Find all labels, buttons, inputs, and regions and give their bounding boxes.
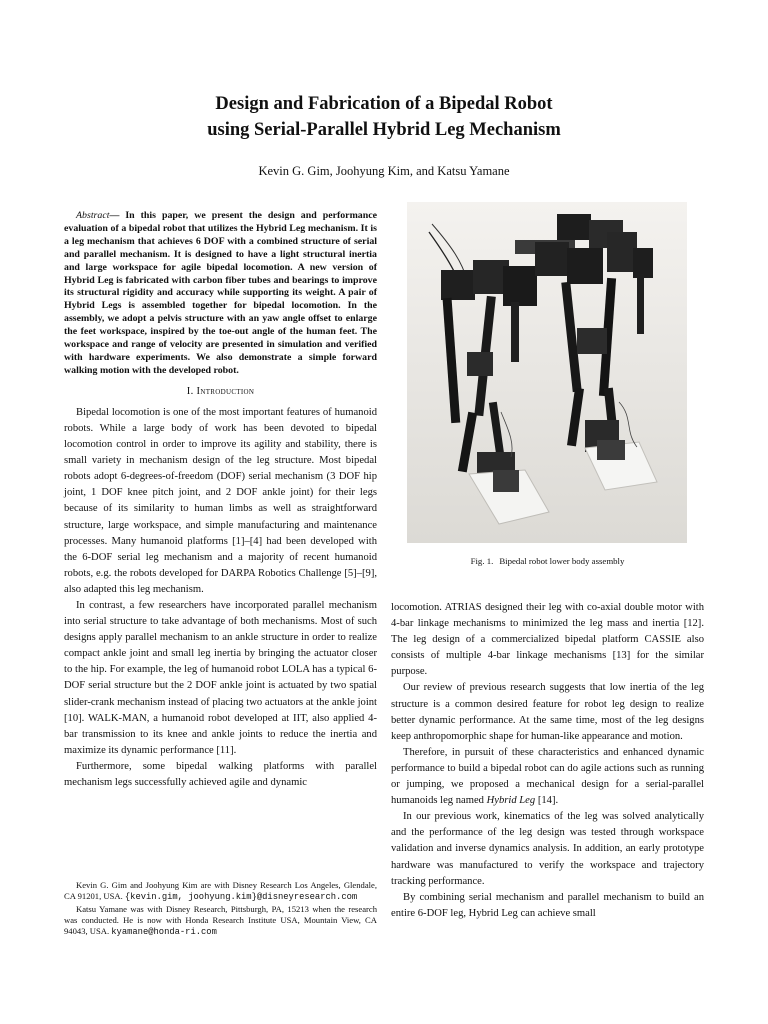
footnote-2-text: Katsu Yamane was with Disney Research, Pittsburgh, PA, 15213 when the research was conducted. He is now with Honda Research Institute USA, Mountain View, CA 94043, USA. (64, 903, 377, 937)
right-paragraph-2 (391, 745, 704, 809)
hybrid-leg-term: Hybrid Leg (486, 795, 536, 807)
figure-label: Fig. 1. (470, 556, 494, 566)
left-column (64, 210, 377, 791)
section-heading-introduction: I. Introduction (186, 385, 255, 397)
title-line-1: Design and Fabrication of a Bipedal Robot (215, 94, 553, 114)
footnote-affiliation-1 (64, 880, 377, 904)
author-list: Kevin G. Gim, Joohyung Kim, and Katsu Yamane (258, 164, 510, 178)
footnote-1-text: Kevin G. Gim and Joohyung Kim are with Disney Research Los Angeles, Glendale, CA 91201, USA. (64, 880, 377, 902)
figure-caption-text: Bipedal robot lower body assembly (499, 556, 625, 566)
footnote-1-email: {kevin.gim, joohyung.kim}@disneyresearch.com (124, 892, 358, 903)
hybrid-leg-citation: [14]. (535, 795, 559, 807)
right-paragraph-3: In our previous work, kinematics of the leg was solved analytically and the performance of the leg design was tested through workspace validation and inverse dynamics analysis. In addition, an early prototype hardware was manufactured to verify the workspace and trajectory tracking performance. (391, 811, 704, 887)
abstract-text: — In this paper, we present the design and performance evaluation of a bipedal robot that utilizes the Hybrid Leg mechanism. It is a leg mechanism that achieves 6 DOF with a combined structure of serial and parallel mechanism. It is designed to have a light structural inertia and large workspace for agile bipedal locomotion. A new version of Hybrid Leg is fabricated with carbon fiber tubes and bearings to improve its structural rigidity and accuracy while supporting its weight. A pair of Hybrid Legs is assembled together for bipedal locomotion. In the assembly, we adopt a pelvis structure with an yaw angle offset to enlarge the feet workspace, inspired by the toe-out angle of the human feet. The workspace and range of velocity are presented in simulation and verified with hardware experiments. We also demonstrate a simple forward walking motion with the developed robot. (64, 210, 377, 376)
robot-photo-illustration (407, 202, 687, 543)
intro-paragraph-2: In contrast, a few researchers have incorporated parallel mechanism into serial structure to take advantage of both mechanisms. Most of such designs apply parallel mechanism to an ankle structure in order to realize compact ankle joint and small leg inertia by bringing the actuator closer to the hip. For example, the leg of humanoid robot LOLA has a typical 6-DOF serial structure but the 2 DOF ankle joint is actuated by two spatial slider-crank mechanism instead of placing two actuators at the ankle joint [10]. WALK-MAN, a humanoid robot developed at IIT, also applied 4-bar transmission to its knee and ankle joints to reduce the inertia and maximize its dynamic performance [11]. (64, 600, 377, 756)
abstract (64, 210, 377, 378)
right-paragraph-1: Our review of previous research suggests that low inertia of the leg structure is a common desired feature for robot leg design to realize better dynamic performance. At the same time, most of the leg designs keep anthropomorphic shape for human-like appearance and motion. (391, 682, 704, 742)
abstract-label: Abstract (76, 210, 110, 221)
figure-robot-photo (407, 202, 687, 543)
footnotes (64, 880, 377, 938)
footnote-affiliation-2 (64, 904, 377, 939)
right-paragraph-2-text: Therefore, in pursuit of these characteristics and enhanced dynamic performance to build a bipedal robot can do agile actions such as running or jumping, we proposed a mechanical design for a serial-parallel humanoids leg named (391, 746, 704, 807)
paper-title (0, 91, 768, 143)
right-paragraph-continued: locomotion. ATRIAS designed their leg with co-axial double motor with 4-bar linkage mechanisms to minimized the leg mass and inertia [12]. The leg design of a commercialized bipedal platform CASSIE also consists of multiple 4-bar linkage mechanisms [13] for the similar purpose. (391, 602, 704, 678)
intro-paragraph-3: Furthermore, some bipedal walking platforms with parallel mechanism legs successfully achieved agile and dynamic (64, 760, 377, 789)
right-paragraph-4: By combining serial mechanism and parallel mechanism to build an entire 6-DOF leg, Hybrid Leg can achieve small (391, 891, 704, 919)
title-line-2: using Serial-Parallel Hybrid Leg Mechanism (207, 120, 561, 140)
right-column (391, 600, 704, 922)
figure-caption (391, 556, 704, 566)
footnote-2-email: kyamane@honda-ri.com (111, 927, 217, 938)
intro-paragraph-1: Bipedal locomotion is one of the most important features of humanoid robots. While a large body of work has been devoted to bipedal locomotion control in order to improve its agility and stability, there is small variety in mechanism design of the leg structure. Most bipedal robots adopt 6-degrees-of-freedom (DOF) serial mechanism (3 DOF hip joint, 1 DOF knee pitch joint, and 2 DOF ankle joint) for their legs because of its similarity to human limbs as well as straightforward structure, large workspace, and simple manufacturing and maintenance processes. Many humanoid platforms [1]–[4] had been developed with the 6-DOF serial leg mechanism and a majority of recent humanoid robots, e.g. the robots developed for DARPA Robotics Challenge [5]–[9], also adapted this leg mechanism. (64, 406, 377, 595)
